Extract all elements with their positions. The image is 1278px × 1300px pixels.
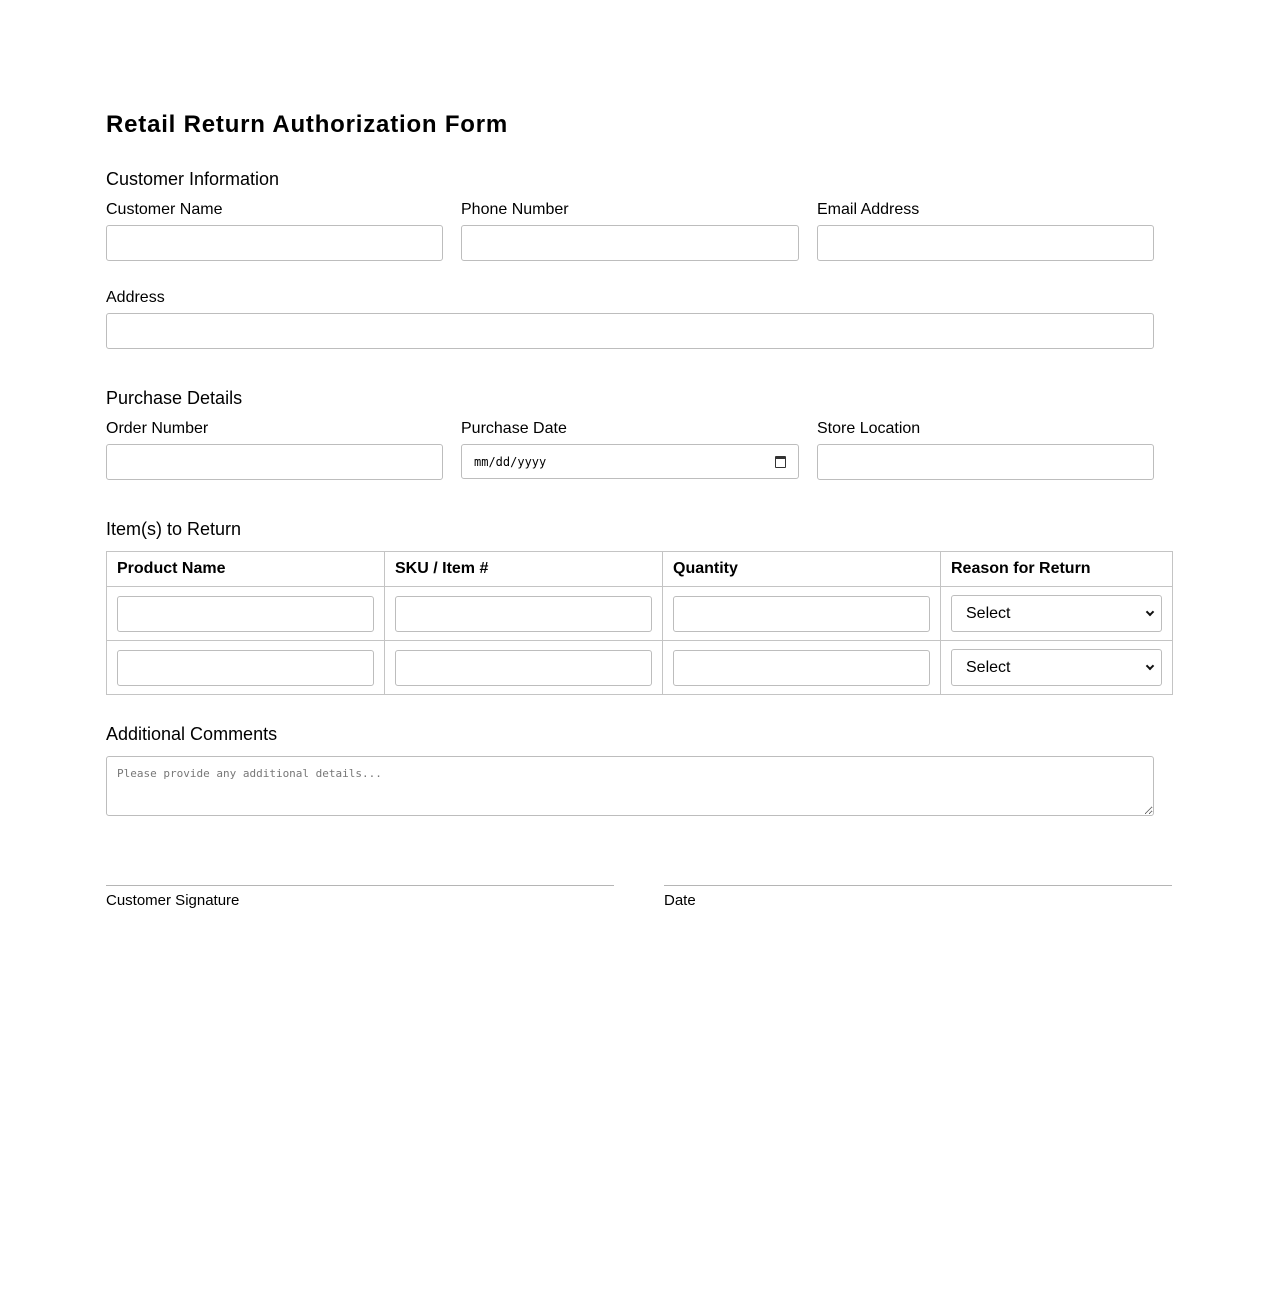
product-name-input[interactable] [117,596,374,632]
address-label: Address [106,289,165,306]
comments-textarea[interactable] [106,756,1154,816]
product-name-input[interactable] [117,650,374,686]
order-number-label: Order Number [106,420,209,437]
order-number-input[interactable] [106,444,443,480]
reason-select[interactable] [951,649,1162,686]
date-line [664,885,1172,886]
table-header-row [107,552,1173,587]
address-input[interactable] [106,313,1154,349]
items-table [106,551,1173,695]
purchase-date-input[interactable] [461,444,799,479]
signature-date-label: Date [664,892,696,909]
items-heading: Item(s) to Return [106,519,242,539]
comments-heading: Additional Comments [106,724,278,744]
sku-input[interactable] [395,650,652,686]
chevron-down-icon [1146,607,1154,615]
col-quantity: Quantity [663,552,941,587]
table-row [107,587,1173,641]
store-location-input[interactable] [817,444,1154,480]
quantity-input[interactable] [673,596,930,632]
sku-input[interactable] [395,596,652,632]
signature-label: Customer Signature [106,892,240,909]
customer-info-heading: Customer Information [106,169,280,189]
phone-number-label: Phone Number [461,201,569,218]
reason-select-value: Select [966,604,1011,622]
quantity-input[interactable] [673,650,930,686]
purchase-details-heading: Purchase Details [106,388,243,408]
email-address-input[interactable] [817,225,1154,261]
phone-number-input[interactable] [461,225,799,261]
table-row [107,641,1173,695]
col-sku: SKU / Item # [385,552,663,587]
page-title: Retail Return Authorization Form [106,111,509,138]
signature-line [106,885,614,886]
calendar-icon[interactable] [775,456,786,468]
store-location-label: Store Location [817,420,921,437]
reason-select-value: Select [966,658,1011,676]
chevron-down-icon [1146,661,1154,669]
customer-name-label: Customer Name [106,201,223,218]
email-address-label: Email Address [817,201,920,218]
purchase-date-placeholder: mm/dd/yyyy [474,454,547,469]
col-product-name: Product Name [107,552,385,587]
customer-name-input[interactable] [106,225,443,261]
reason-select[interactable] [951,595,1162,632]
purchase-date-label: Purchase Date [461,420,567,437]
col-reason: Reason for Return [941,552,1173,587]
